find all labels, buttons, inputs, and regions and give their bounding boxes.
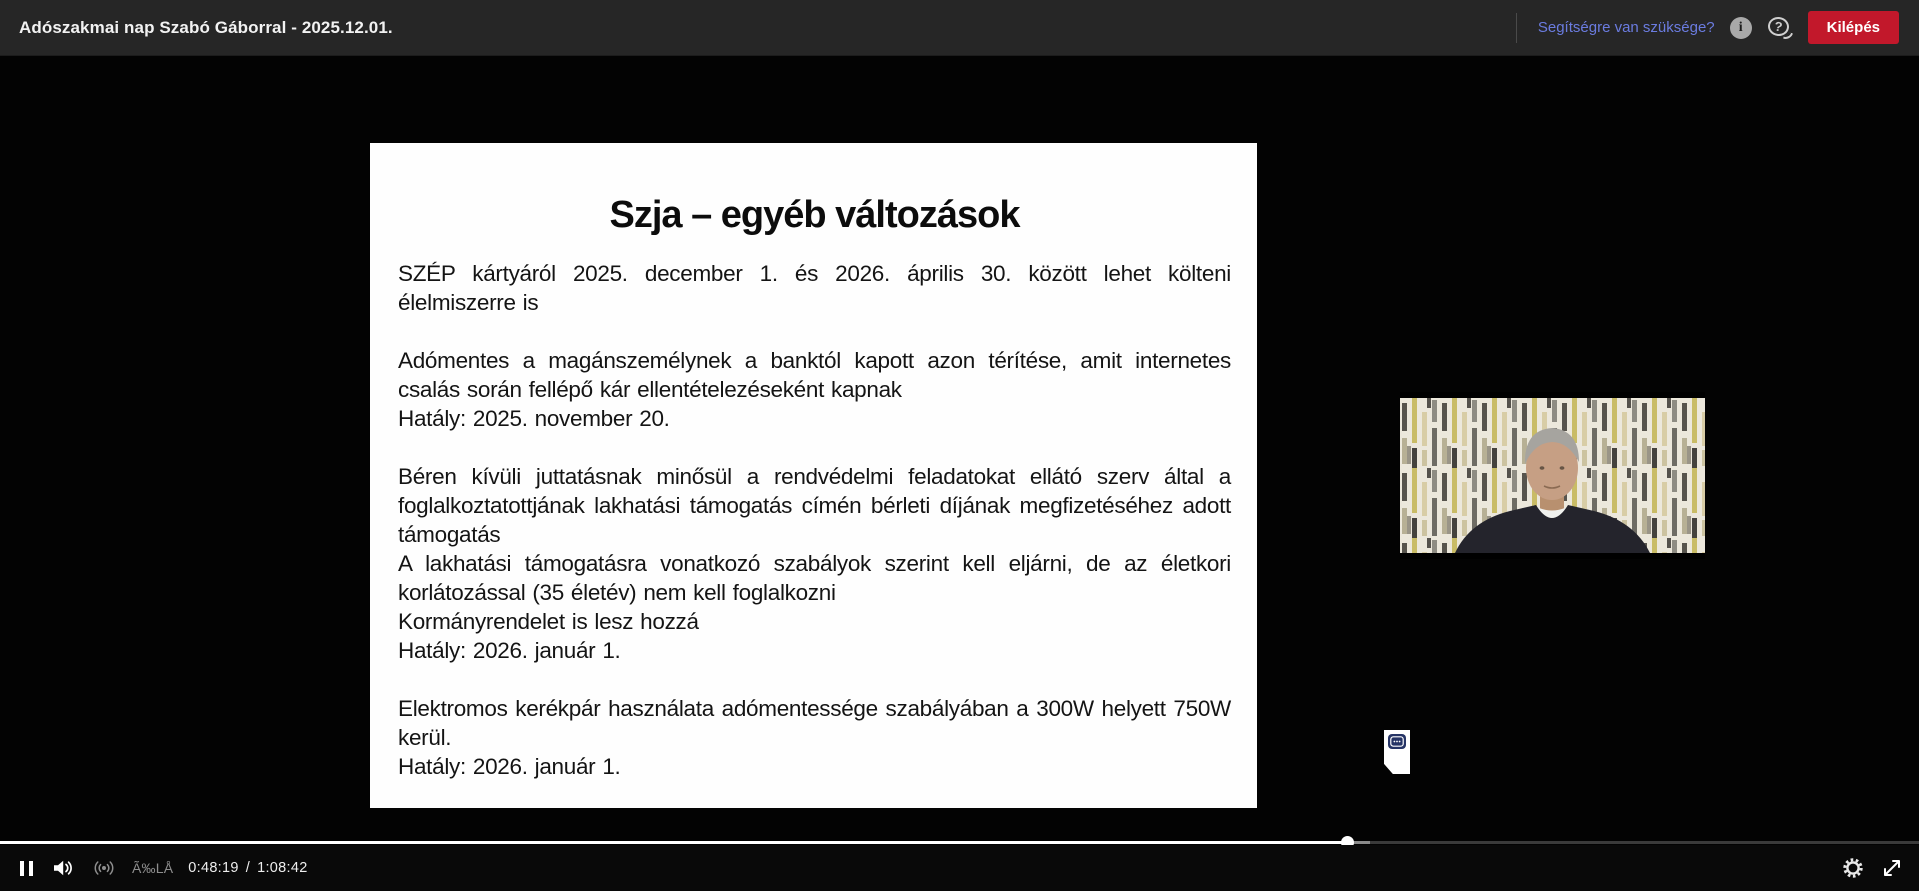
- live-label: Ã‰LÅ: [132, 860, 174, 876]
- presenter-video-frame: [1400, 398, 1705, 553]
- bubble-tail: [1783, 30, 1793, 40]
- slide-paragraph: Hatály: 2025. november 20.: [398, 406, 670, 431]
- presenter-webcam: [1400, 392, 1705, 559]
- video-stage: [0, 56, 1919, 891]
- total-duration: 1:08:42: [257, 860, 308, 876]
- slide-paragraph: SZÉP kártyáról 2025. december 1. és 2026. április 30. között lehet költeni élelmiszerre is: [398, 261, 1231, 315]
- seek-progress: [0, 841, 1347, 844]
- pause-icon: [20, 861, 33, 876]
- slide-paragraph: Hatály: 2026. január 1.: [398, 638, 621, 663]
- broadcast-icon: [93, 859, 115, 877]
- top-bar-actions: [1516, 11, 1899, 44]
- volume-button[interactable]: [50, 857, 76, 879]
- chat-widget-tab[interactable]: [1384, 730, 1410, 774]
- time-display: [188, 860, 307, 876]
- webinar-title: Adószakmai nap Szabó Gáborral - 2025.12.01.: [19, 17, 393, 37]
- slide-gap: [398, 665, 1231, 694]
- slide-paragraph: Béren kívüli juttatásnak minősül a rendvédelmi feladatokat ellátó szerv által a foglalkoztatottjának lakhatási támogatás címén bérleti díjának megfizetéséhez adott támogatás: [398, 464, 1231, 547]
- divider: [1516, 13, 1517, 43]
- time-separator: /: [245, 860, 251, 876]
- slide-paragraph: A lakhatási támogatásra vonatkozó szabályok szerint kell eljárni, de az életkori korlátozással (35 életév) nem kell foglalkozni: [398, 551, 1231, 605]
- fullscreen-button[interactable]: [1879, 855, 1905, 881]
- slide-paragraph: Kormányrendelet is lesz hozzá: [398, 609, 699, 634]
- current-time: 0:48:19: [188, 860, 239, 876]
- help-link[interactable]: Segítségre van szüksége?: [1537, 19, 1715, 36]
- slide-paragraph: Adómentes a magánszemélynek a banktól kapott azon térítése, amit internetes csalás során fellépő kár ellentételezéseként kapnak: [398, 348, 1231, 402]
- live-indicator: [91, 857, 117, 879]
- slide-gap: [398, 317, 1231, 346]
- player-controls: [0, 845, 1919, 891]
- exit-button[interactable]: Kilépés: [1808, 11, 1899, 44]
- help-bubble-icon[interactable]: ?: [1767, 16, 1793, 40]
- gear-icon: [1842, 857, 1864, 879]
- presentation-slide: [370, 143, 1257, 808]
- fullscreen-icon: [1881, 857, 1903, 879]
- slide-title: Szja – egyéb változások: [609, 194, 1020, 236]
- top-bar: [0, 0, 1919, 56]
- chat-bubble-icon: [1388, 734, 1406, 749]
- volume-icon: [52, 859, 74, 877]
- slide-gap: [398, 433, 1231, 462]
- info-icon[interactable]: i: [1730, 17, 1752, 39]
- pause-button[interactable]: [18, 859, 35, 878]
- settings-button[interactable]: [1840, 855, 1866, 881]
- slide-paragraph: Hatály: 2026. január 1.: [398, 754, 621, 779]
- slide-paragraph: Elektromos kerékpár használata adómentessége szabályában a 300W helyett 750W kerül.: [398, 696, 1231, 750]
- slide-body: [398, 259, 1231, 781]
- seek-bar[interactable]: [0, 841, 1919, 844]
